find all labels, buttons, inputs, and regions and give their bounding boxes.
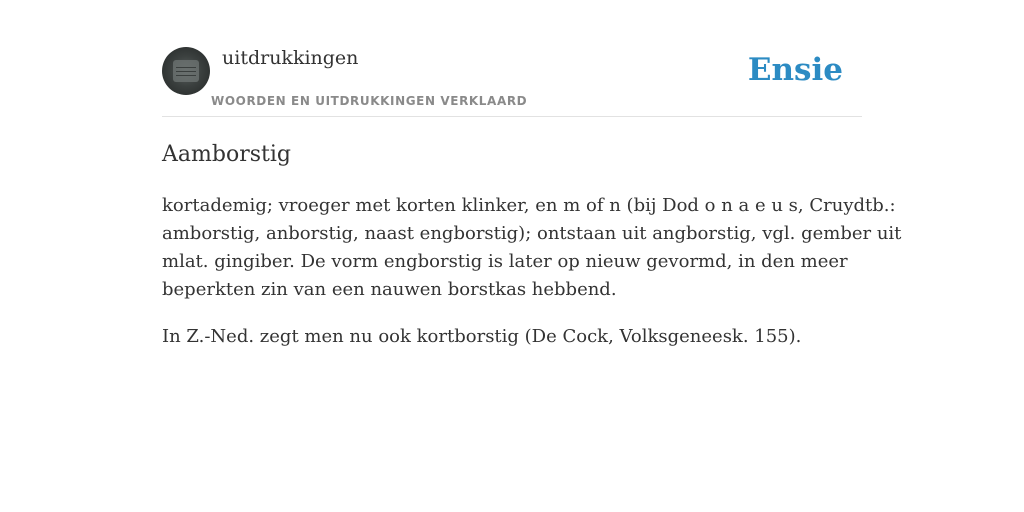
ensie-logo-link[interactable]: Ensie (747, 52, 843, 88)
article-body (162, 192, 902, 370)
definition-line: kortademig; vroeger met korten klinker, en m of n (bij Dod o n a e u s, Cruydtb.: (162, 195, 896, 216)
blog-tagline: WOORDEN EN UITDRUKKINGEN VERKLAARD (211, 94, 528, 108)
note-paragraph: In Z.-Ned. zegt men nu ook kortborstig (De Cock, Volksgeneesk. 155). (162, 326, 802, 347)
avatar-detail (176, 75, 196, 76)
avatar-detail (176, 71, 196, 72)
blog-header (162, 40, 862, 117)
definition-line: mlat. gingiber. De vorm engborstig is later op nieuw gevormd, in den meer (162, 251, 848, 272)
blog-avatar[interactable] (162, 47, 210, 95)
avatar-detail (176, 67, 196, 68)
definition-line: amborstig, anborstig, naast engborstig); ontstaan uit angborstig, vgl. gember uit (162, 223, 902, 244)
blog-name-link[interactable]: uitdrukkingen (222, 47, 359, 69)
article-title: Aamborstig (162, 142, 291, 167)
definition-paragraph (162, 192, 902, 304)
definition-line: beperkten zin van een nauwen borstkas hebbend. (162, 279, 617, 300)
